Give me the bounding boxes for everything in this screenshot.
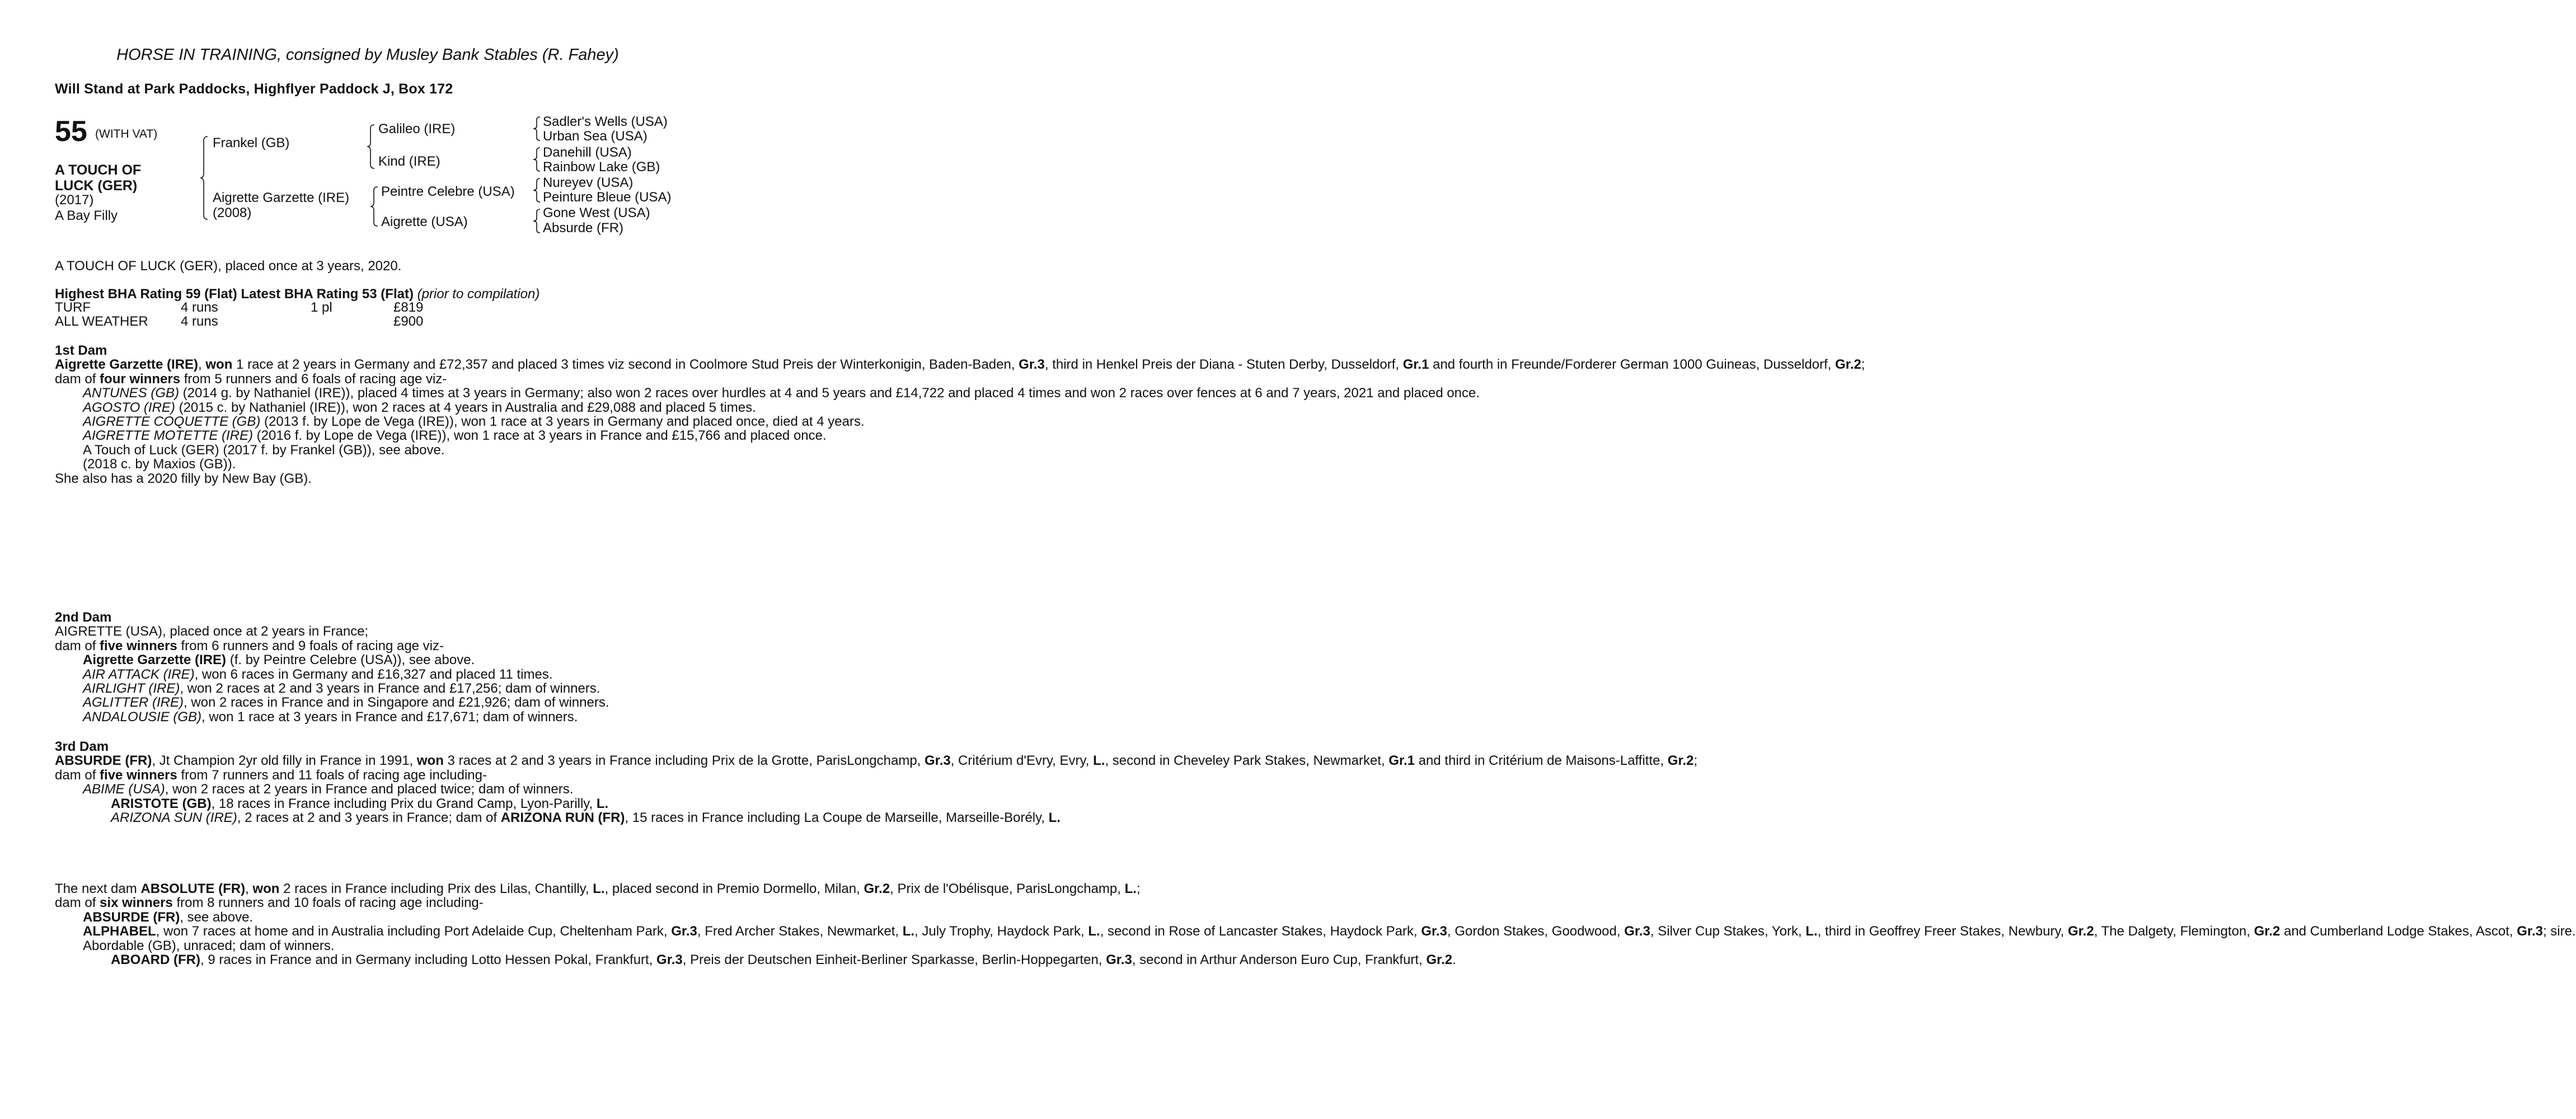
first-dam-record: Aigrette Garzette (IRE), won 1 race at 2 years in Germany and £72,357 and placed 3 times viz second in Coolmore Stud Preis der Winterkonigin, Baden-Baden, Gr.3, third in Henkel Preis der Diana - Stuten Derby, Dusseldorf, Gr.1 and fourth in Freunde/Forderer German 1000 Guineas, Dusseldorf, Gr.2; bbox=[55, 357, 1865, 373]
turf-label: TURF bbox=[55, 300, 91, 315]
rating-note: (prior to compilation) bbox=[417, 286, 540, 302]
next-dam-name: ABSOLUTE (FR) bbox=[140, 881, 246, 896]
highest-rating: Highest BHA Rating 59 (Flat) bbox=[55, 286, 237, 302]
third-dam-name: ABSURDE (FR) bbox=[55, 753, 152, 769]
g-bracket-4 bbox=[535, 209, 541, 233]
aw-label: ALL WEATHER bbox=[55, 314, 148, 329]
first-dam-section bbox=[55, 343, 1865, 486]
produce-item: Aigrette Garzette (IRE) (f. by Peintre Celebre (USA)), see above. bbox=[83, 652, 475, 668]
produce-item: ANTUNES (GB) (2014 g. by Nathaniel (IRE)), placed 4 times at 3 years in Germany; also won 2 races over hurdles at 4 and 5 years and £14,722 and placed 4 times and won 2 races over fences at 6 and 7 years, 2021 and placed once. bbox=[83, 385, 1480, 401]
first-dam-heading: 1st Dam bbox=[55, 343, 107, 358]
pedigree-sire: Frankel (GB) bbox=[213, 135, 290, 151]
race-summary: A TOUCH OF LUCK (GER), placed once at 3 years, 2020. bbox=[55, 258, 402, 274]
pedigree-dam-sire: Peintre Celebre (USA) bbox=[381, 184, 515, 199]
pedigree-sire-dam: Kind (IRE) bbox=[378, 154, 440, 169]
pedigree-g3: Danehill (USA) bbox=[543, 145, 632, 160]
next-dam-produce-summary: dam of six winners from 8 runners and 10 foals of racing age including- bbox=[55, 895, 484, 911]
pedigree-dam-name: Aigrette Garzette (IRE) bbox=[213, 190, 350, 205]
consignor-title: HORSE IN TRAINING, consigned by Musley Bank Stables (R. Fahey) bbox=[116, 46, 619, 64]
pedigree-g2: Urban Sea (USA) bbox=[543, 129, 647, 144]
sire-dam-bracket bbox=[203, 136, 208, 220]
third-dam-produce-summary: dam of five winners from 7 runners and 11 foals of racing age including- bbox=[55, 767, 487, 783]
produce-name: AGOSTO (IRE) bbox=[83, 399, 175, 415]
produce-item: ARIZONA SUN (IRE), 2 races at 2 and 3 years in France; dam of ARIZONA RUN (FR), 15 races in France including La Coupe de Marseille, Marseille-Borély, L. bbox=[111, 810, 1061, 826]
produce-name: AIRLIGHT (IRE) bbox=[83, 681, 180, 697]
pedigree-g4: Rainbow Lake (GB) bbox=[543, 159, 660, 175]
produce-name: ABOARD (FR) bbox=[111, 952, 200, 968]
second-dam-record: AIGRETTE (USA), placed once at 2 years in France; bbox=[55, 624, 369, 640]
produce-item: AIR ATTACK (IRE), won 6 races in Germany and £16,327 and placed 11 times. bbox=[83, 666, 553, 682]
pedigree-dam-dam: Aigrette (USA) bbox=[381, 214, 468, 229]
lot-number: 55 bbox=[55, 115, 87, 148]
first-dam-produce-summary: dam of four winners from 5 runners and 6 foals of racing age viz- bbox=[55, 371, 447, 387]
second-dam-section bbox=[55, 610, 675, 724]
produce-item: AIGRETTE MOTETTE (IRE) (2016 f. by Lope de Vega (IRE)), won 1 race at 3 years in France and £15,766 and placed once. bbox=[83, 428, 827, 444]
pedigree-g8: Absurde (FR) bbox=[543, 220, 624, 236]
pedigree-dam bbox=[213, 190, 349, 220]
turf-runs: 4 runs bbox=[181, 300, 218, 315]
next-dam-section bbox=[55, 881, 2576, 968]
pedigree-g5: Nureyev (USA) bbox=[543, 175, 634, 190]
first-dam-name: Aigrette Garzette (IRE) bbox=[55, 357, 199, 373]
g-bracket-1 bbox=[535, 116, 541, 141]
produce-item: (2018 c. by Maxios (GB)). bbox=[83, 457, 236, 472]
stand-location: Will Stand at Park Paddocks, Highflyer Paddock J, Box 172 bbox=[55, 81, 453, 97]
produce-item: ALPHABEL, won 7 races at home and in Australia including Port Adelaide Cup, Cheltenham Park, Gr.3, Fred Archer Stakes, Newmarket, L., July Trophy, Haydock Park, L., second in Rose of Lancaster Stakes, Haydock Park, Gr.3, Gordon Stakes, Goodwood, Gr.3, Silver Cup Stakes, York, L., third in Geoffrey Freer Stakes, Newbury, Gr.2, The Dalgety, Flemington, Gr.2 and Cumberland Lodge Stakes, Ascot, Gr.3; sire. bbox=[83, 924, 2576, 939]
pedigree-dam-year: (2008) bbox=[213, 205, 252, 220]
produce-name: ARIZONA SUN (IRE) bbox=[111, 810, 237, 826]
aw-earnings: £900 bbox=[393, 314, 424, 329]
horse-name bbox=[55, 162, 141, 194]
foaling-year: (2017) bbox=[55, 192, 94, 208]
produce-name: ANDALOUSIE (GB) bbox=[83, 709, 202, 725]
g-bracket-3 bbox=[535, 178, 541, 203]
produce-item: ANDALOUSIE (GB), won 1 race at 3 years in France and £17,671; dam of winners. bbox=[83, 709, 578, 725]
produce-name: ARISTOTE (GB) bbox=[111, 796, 212, 811]
pedigree-sire-sire: Galileo (IRE) bbox=[378, 121, 456, 137]
produce-item: AGOSTO (IRE) (2015 c. by Nathaniel (IRE)), won 2 races at 4 years in Australia and £29,088 and placed 5 times. bbox=[83, 399, 756, 415]
turf-placed: 1 pl bbox=[311, 300, 332, 315]
produce-item: ABIME (USA), won 2 races at 2 years in France and placed twice; dam of winners. bbox=[83, 782, 574, 797]
bha-rating-line bbox=[55, 286, 539, 302]
third-dam-heading: 3rd Dam bbox=[55, 739, 109, 754]
vat-note: (WITH VAT) bbox=[95, 128, 158, 140]
produce-name: ABSURDE (FR) bbox=[83, 909, 180, 925]
horse-details bbox=[55, 192, 118, 224]
produce-name: AIGRETTE MOTETTE (IRE) bbox=[83, 428, 253, 444]
produce-name: ANTUNES (GB) bbox=[83, 385, 180, 401]
dam-parents-bracket bbox=[373, 186, 378, 227]
produce-name: AGLITTER (IRE) bbox=[83, 695, 184, 711]
g-bracket-2 bbox=[535, 147, 541, 172]
produce-item: ARISTOTE (GB), 18 races in France including Prix du Grand Camp, Lyon-Parilly, L. bbox=[111, 796, 609, 811]
horse-description: A Bay Filly bbox=[55, 208, 118, 223]
horse-name-line1: A TOUCH OF bbox=[55, 162, 142, 178]
turf-earnings: £819 bbox=[393, 300, 424, 315]
produce-name: AIGRETTE COQUETTE (GB) bbox=[83, 414, 261, 430]
pedigree-g6: Peinture Bleue (USA) bbox=[543, 190, 672, 205]
pedigree-g1: Sadler's Wells (USA) bbox=[543, 114, 668, 129]
produce-item: ABSURDE (FR), see above. bbox=[83, 909, 254, 925]
latest-rating: Latest BHA Rating 53 (Flat) bbox=[241, 286, 414, 302]
produce-name: Aigrette Garzette (IRE) bbox=[83, 652, 227, 668]
third-dam-section bbox=[55, 739, 1698, 826]
produce-name: AIR ATTACK (IRE) bbox=[83, 666, 195, 682]
produce-item: AIRLIGHT (IRE), won 2 races at 2 and 3 years in France and £17,256; dam of winners. bbox=[83, 681, 600, 697]
produce-name: ALPHABEL bbox=[83, 924, 156, 939]
second-dam-heading: 2nd Dam bbox=[55, 610, 112, 625]
produce-name: ABIME (USA) bbox=[83, 782, 165, 797]
produce-note: She also has a 2020 filly by New Bay (GB). bbox=[55, 471, 312, 486]
horse-name-line2: LUCK (GER) bbox=[55, 178, 138, 194]
aw-runs: 4 runs bbox=[181, 314, 218, 329]
second-dam-produce-summary: dam of five winners from 6 runners and 9 foals of racing age viz- bbox=[55, 638, 444, 653]
produce-item: AIGRETTE COQUETTE (GB) (2013 f. by Lope de Vega (IRE)), won 1 race at 3 years in Germany and placed once, died at 4 years. bbox=[83, 414, 865, 430]
third-dam-record: ABSURDE (FR), Jt Champion 2yr old filly in France in 1991, won 3 races at 2 and 3 years in France including Prix de la Grotte, ParisLongchamp, Gr.3, Critérium d'Evry, Evry, L., second in Cheveley Park Stakes, Newmarket, Gr.1 and third in Critérium de Maisons-Laffitte, Gr.2; bbox=[55, 753, 1698, 769]
produce-item: ABOARD (FR), 9 races in France and in Germany including Lotto Hessen Pokal, Frankfurt, Gr.3, Preis der Deutschen Einheit-Berliner Sparkasse, Berlin-Hoppegarten, Gr.3, second in Arthur Anderson Euro Cup, Frankfurt, Gr.2. bbox=[111, 952, 1456, 968]
produce-item: Abordable (GB), unraced; dam of winners. bbox=[83, 938, 335, 953]
sire-parents-bracket bbox=[369, 124, 375, 169]
produce-item: A Touch of Luck (GER) (2017 f. by Frankel (GB)), see above. bbox=[83, 442, 445, 458]
produce-item: AGLITTER (IRE), won 2 races in France and in Singapore and £21,926; dam of winners. bbox=[83, 695, 609, 711]
pedigree-g7: Gone West (USA) bbox=[543, 205, 650, 220]
next-dam-record: The next dam ABSOLUTE (FR), won 2 races in France including Prix des Lilas, Chantilly, L., placed second in Premio Dormello, Milan, Gr.2, Prix de l'Obélisque, ParisLongchamp, L.; bbox=[55, 881, 1141, 896]
